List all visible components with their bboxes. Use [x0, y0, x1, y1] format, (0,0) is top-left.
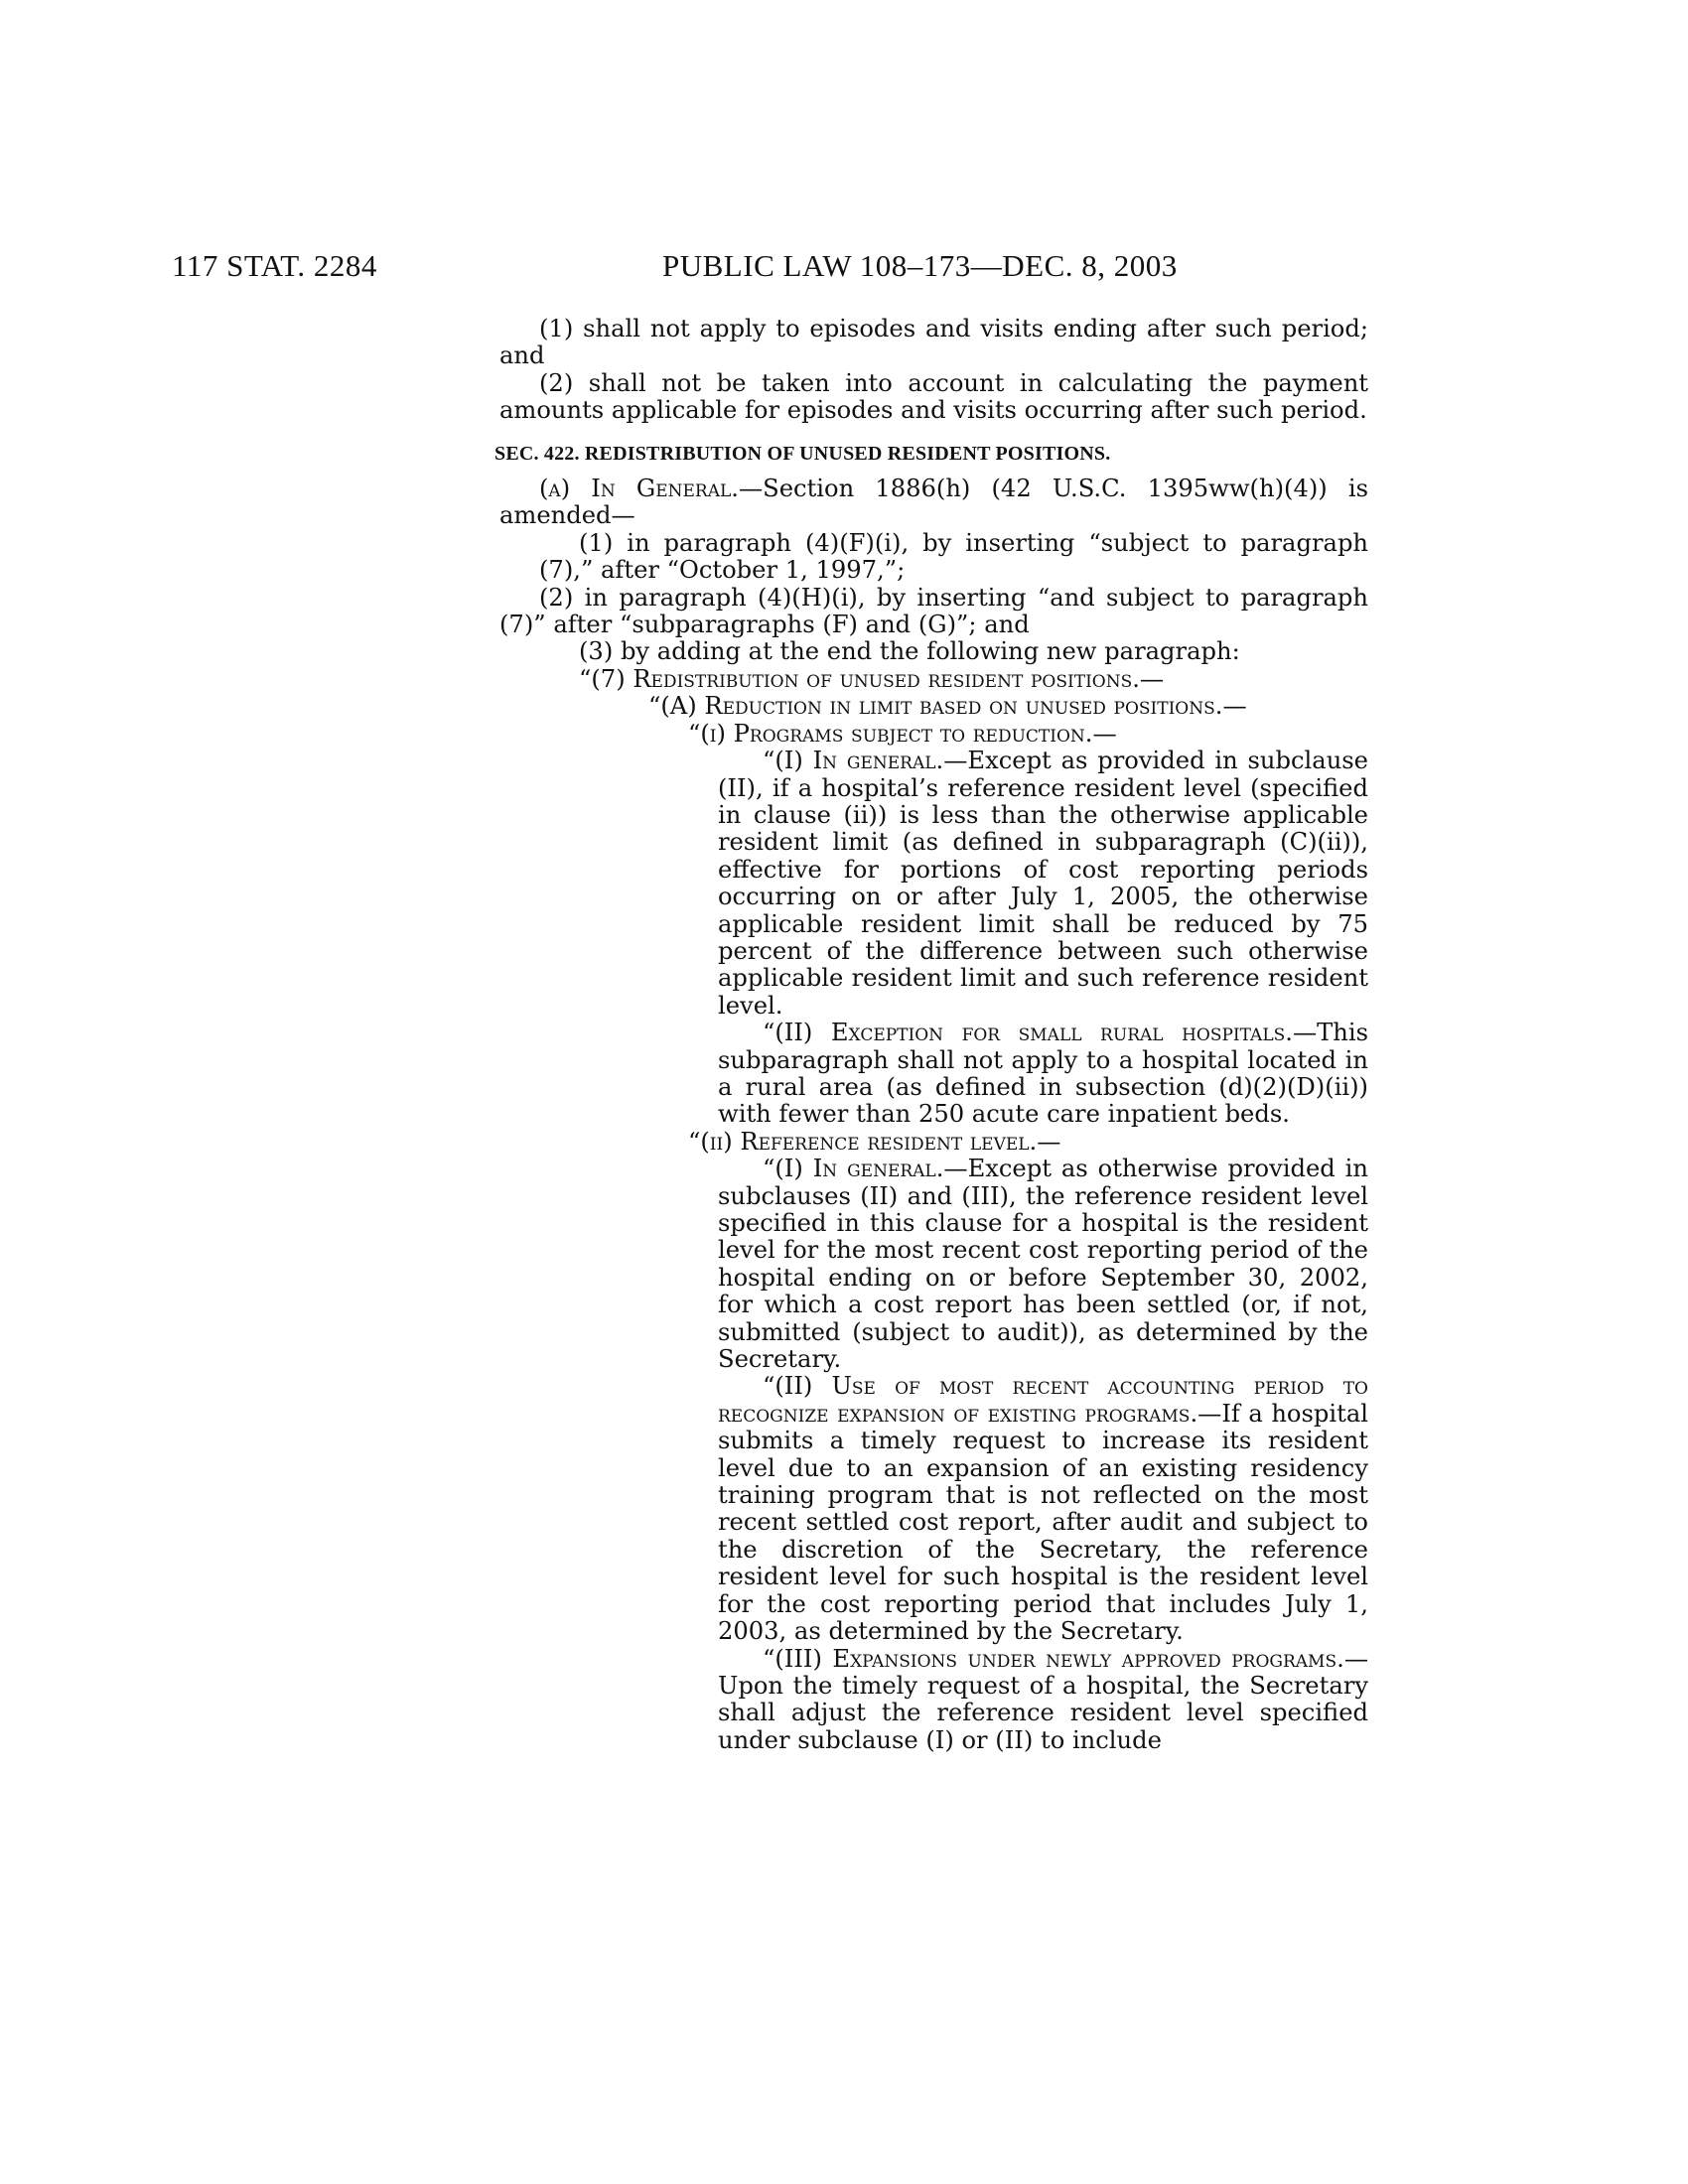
- clause-i-heading: [499, 721, 1368, 748]
- subclause-i-II-heading: “(II) Exception for small rural hospitals.: [763, 1019, 1293, 1047]
- paragraph-1: (1) shall not apply to episodes and visits ending after such period; and: [499, 315, 1368, 370]
- clause-ii-heading: [499, 1129, 1368, 1156]
- paragraph-2: (2) shall not be taken into account in calculating the payment amounts applicable for episodes and visits occurring after such period.: [499, 368, 1368, 425]
- subclause-i-I-text: —Except as provided in subclause (II), if a hospital’s reference resident level (specified in clause (ii)) is less than the otherwise applicable resident limit (as defined in subparagraph (C)(ii)), effective for portions of cost reporting periods occurring on or after July 1, 2005, the otherwise applicable resident limit shall be reduced by 75 percent of the difference between such otherwise applicable resident limit and such reference resident level.: [718, 747, 1368, 1020]
- subclause-ii-II-text: —If a hospital submits a timely request to increase its resident level due to an expansion of an existing residency training program that is not reflected on the most recent settled cost report, after audit and subject to the discretion of the Secretary, the reference resident level for such hospital is the resident level for the cost reporting period that includes July 1, 2003, as determined by the Secretary.: [718, 1399, 1368, 1646]
- subsection-a-text: —Section 1886(h) (42 U.S.C. 1395ww(h)(4)) is amended—: [499, 475, 1369, 530]
- subsection-a: [499, 476, 1368, 530]
- document-body: [494, 315, 1369, 1754]
- subclause-i-I-heading: “(I) In general.: [763, 747, 944, 775]
- clause-i-heading-text: “(i) Programs subject to reduction.—: [688, 719, 1117, 748]
- amendment-1: (1) in paragraph (4)(F)(i), by inserting “subject to paragraph (7),” after “October 1, 1997,”;: [539, 528, 1368, 585]
- paragraph-7-heading-text: “(7) Redistribution of unused resident positions.—: [579, 664, 1165, 693]
- subclause-ii-I: [499, 1156, 1368, 1373]
- subsection-a-heading: (a) In General.: [539, 475, 739, 503]
- subclause-i-II-text: —This subparagraph shall not apply to a hospital located in a rural area (as defined in subsection (d)(2)(D)(ii)) with fewer than 250 acute care inpatient beds.: [718, 1019, 1368, 1129]
- statute-page-number: 117 STAT. 2284: [172, 248, 377, 283]
- running-header: PUBLIC LAW 108–173—DEC. 8, 2003: [662, 248, 1178, 283]
- subclause-ii-III: [499, 1646, 1368, 1755]
- clause-ii-heading-text: “(ii) Reference resident level.—: [688, 1127, 1061, 1156]
- section-heading: SEC. 422. REDISTRIBUTION OF UNUSED RESIDENT POSITIONS.: [494, 442, 1111, 465]
- subclause-i-II: [499, 1020, 1368, 1129]
- subparagraph-A-heading-text: “(A) Reduction in limit based on unused positions.—: [648, 692, 1247, 721]
- subparagraph-A-heading: [499, 693, 1368, 720]
- amendment-3: (3) by adding at the end the following new paragraph:: [579, 637, 1240, 666]
- subclause-ii-I-text: —Except as otherwise provided in subclauses (II) and (III), the reference resident level specified in this clause for a hospital is the resident level for the most recent cost reporting period of the hospital ending on or before September 30, 2002, for which a cost report has been settled (or, if not, submitted (subject to audit)), as determined by the Secretary.: [718, 1155, 1368, 1374]
- subclause-ii-I-heading: “(I) In general.: [763, 1155, 944, 1183]
- subclause-ii-III-text: —Upon the timely request of a hospital, the Secretary shall adjust the reference resident level specified under subclause (I) or (II) to include: [718, 1644, 1368, 1754]
- amendment-2: (2) in paragraph (4)(H)(i), by inserting “and subject to paragraph (7)” after “subparagraphs (F) and (G)”; and: [499, 583, 1368, 639]
- subclause-i-I: [499, 748, 1368, 1020]
- subclause-ii-III-heading: “(III) Expansions under newly approved programs.: [763, 1644, 1344, 1673]
- subclause-ii-II: [499, 1373, 1368, 1645]
- subclause-ii-II-heading: “(II) Use of most recent accounting period to recognize expansion of existing programs.: [718, 1372, 1368, 1428]
- paragraph-7-heading: [499, 666, 1368, 693]
